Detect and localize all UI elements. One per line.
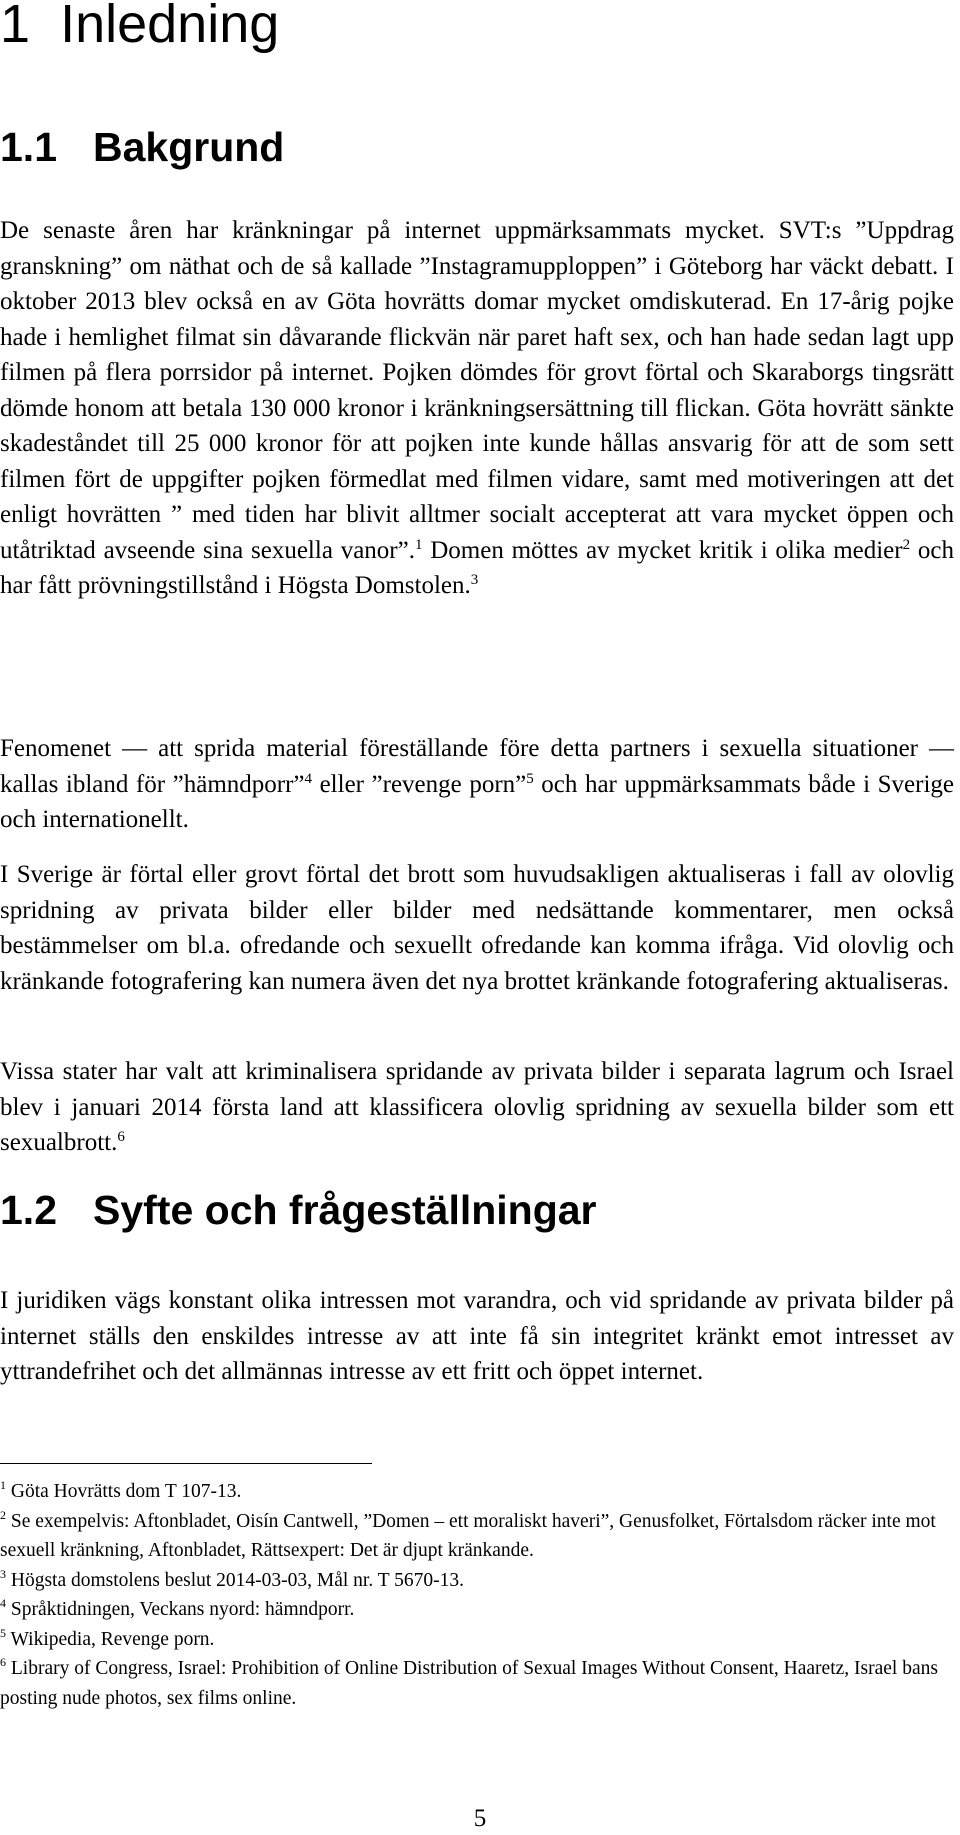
footnote-ref-5[interactable]: 5 bbox=[526, 770, 534, 787]
footnote-6 bbox=[0, 1654, 954, 1713]
section-title: Bakgrund bbox=[93, 124, 285, 170]
footnote-ref-1[interactable]: 1 bbox=[414, 536, 423, 553]
footnote-text: Göta Hovrätts dom T 107-13. bbox=[10, 1481, 242, 1502]
footnote-3 bbox=[0, 1566, 954, 1596]
footnote-text: Se exempelvis: Aftonbladet, Oisín Cantwell, ”Domen – ett moraliskt haveri”, Genusfolket, Förtalsdom räcker inte mot sexuell kränkning, Aftonbladet, Rättsexpert: Det är djupt kränkande. bbox=[0, 1510, 936, 1561]
paragraph-text: Fenomenet — att sprida material föreställande före detta partners i sexuella situationer — kallas ibland för ”hämndporr” bbox=[0, 735, 954, 798]
footnote-2 bbox=[0, 1507, 954, 1566]
section-number: 1.2 bbox=[0, 1187, 57, 1233]
footnote-ref-2[interactable]: 2 bbox=[902, 536, 911, 553]
paragraph-text: och har fått prövningstillstånd i Högsta Domstolen. bbox=[0, 536, 954, 599]
footnote-ref-4[interactable]: 4 bbox=[304, 770, 313, 787]
paragraph-text: Vissa stater har valt att kriminalisera spridande av privata bilder i separata lagrum och Israel blev i januari 2014 första land att klassificera olovlig spridning av sexuella bilder som ett sexualbrott. bbox=[0, 1058, 954, 1156]
paragraph-purpose: I juridiken vägs konstant olika intressen mot varandra, och vid spridande av privata bilder på internet ställs den enskildes intresse av att inte få sin integritet kränkt emot intresset av yttrandefrihet och det allmännas intresse av ett fritt och öppet internet. bbox=[0, 1287, 954, 1385]
chapter-number: 1 bbox=[0, 0, 31, 54]
paragraph-text: eller ”revenge porn” bbox=[312, 770, 527, 798]
footnote-text: Högsta domstolens beslut 2014-03-03, Mål nr. T 5670-13. bbox=[10, 1569, 465, 1591]
paragraph-text: De senaste åren har kränkningar på internet uppmärksammats mycket. SVT:s ”Uppdrag granskning” om näthat och de så kallade ”Instagramupploppen” i Göteborg har väckt debatt. I oktober 2013 blev också en av Göta hovrätts domar mycket omdiskuterad. En 17-årig pojke hade i hemlighet filmat sin dåvarande flickvän när paret haft sex, och han hade sedan lagt upp filmen på flera porrsidor på internet. Pojken dömdes för grovt förtal och Skaraborgs tingsrätt dömde honom att betala 130 000 kronor i kränkningsersättning till flickan. Göta hovrätt sänkte skadeståndet till 25 000 kronor för att pojken inte kunde hållas ansvarig för att de som sett filmen fört de uppgifter pojken förmedlat med filmen vidare, samt med motiveringen att det enligt hovrätten ” med tiden har blivit alltmer socialt accepterat att vara mycket öppen och utåtriktad avseende sina sexuella vanor”. bbox=[0, 217, 954, 564]
footnote-number: 4 bbox=[0, 1596, 6, 1610]
section-title: Syfte och frågeställningar bbox=[93, 1187, 597, 1233]
footnote-separator bbox=[0, 1463, 372, 1464]
footnote-number: 1 bbox=[0, 1478, 6, 1492]
footnotes bbox=[0, 1477, 954, 1713]
paragraph-text: Domen möttes av mycket kritik i olika medier bbox=[422, 536, 903, 564]
paragraph-states bbox=[0, 1054, 954, 1161]
footnote-number: 2 bbox=[0, 1507, 6, 1522]
paragraph-background bbox=[0, 213, 954, 604]
section-number: 1.1 bbox=[0, 124, 57, 170]
footnote-number: 6 bbox=[0, 1655, 6, 1669]
paragraph-text: och har uppmärksammats både i Sverige och internationellt. bbox=[0, 770, 954, 833]
page-number: 5 bbox=[473, 1805, 487, 1832]
paragraph-phenomenon bbox=[0, 731, 954, 838]
section-heading-syfte bbox=[0, 1186, 597, 1234]
chapter-heading bbox=[0, 0, 279, 56]
chapter-title: Inledning bbox=[60, 0, 280, 54]
section-heading-bakgrund bbox=[0, 123, 284, 171]
footnote-text: Wikipedia, Revenge porn. bbox=[10, 1628, 215, 1650]
footnote-number: 3 bbox=[0, 1566, 6, 1581]
footnote-number: 5 bbox=[0, 1625, 6, 1640]
footnote-5 bbox=[0, 1625, 954, 1655]
footnote-text: Library of Congress, Israel: Prohibition of Online Distribution of Sexual Images Without Consent, Haaretz, Israel bans posting nude photos, sex films online. bbox=[0, 1658, 938, 1709]
footnote-1 bbox=[0, 1477, 954, 1507]
footnote-4 bbox=[0, 1595, 954, 1625]
paragraph-sweden: I Sverige är förtal eller grovt förtal det brott som huvudsakligen aktualiseras i fall av olovlig spridning av privata bilder eller bilder med nedsättande kommentarer, men också bestämmelser om bl.a. ofredande och sexuellt ofredande kan komma ifråga. Vid olovlig och kränkande fotografering kan numera även det nya brottet kränkande fotografering aktualiseras. bbox=[0, 861, 954, 995]
footnote-text: Språktidningen, Veckans nyord: hämndporr. bbox=[10, 1599, 355, 1620]
footnote-ref-3[interactable]: 3 bbox=[470, 572, 479, 588]
footnote-ref-6[interactable]: 6 bbox=[117, 1129, 125, 1145]
